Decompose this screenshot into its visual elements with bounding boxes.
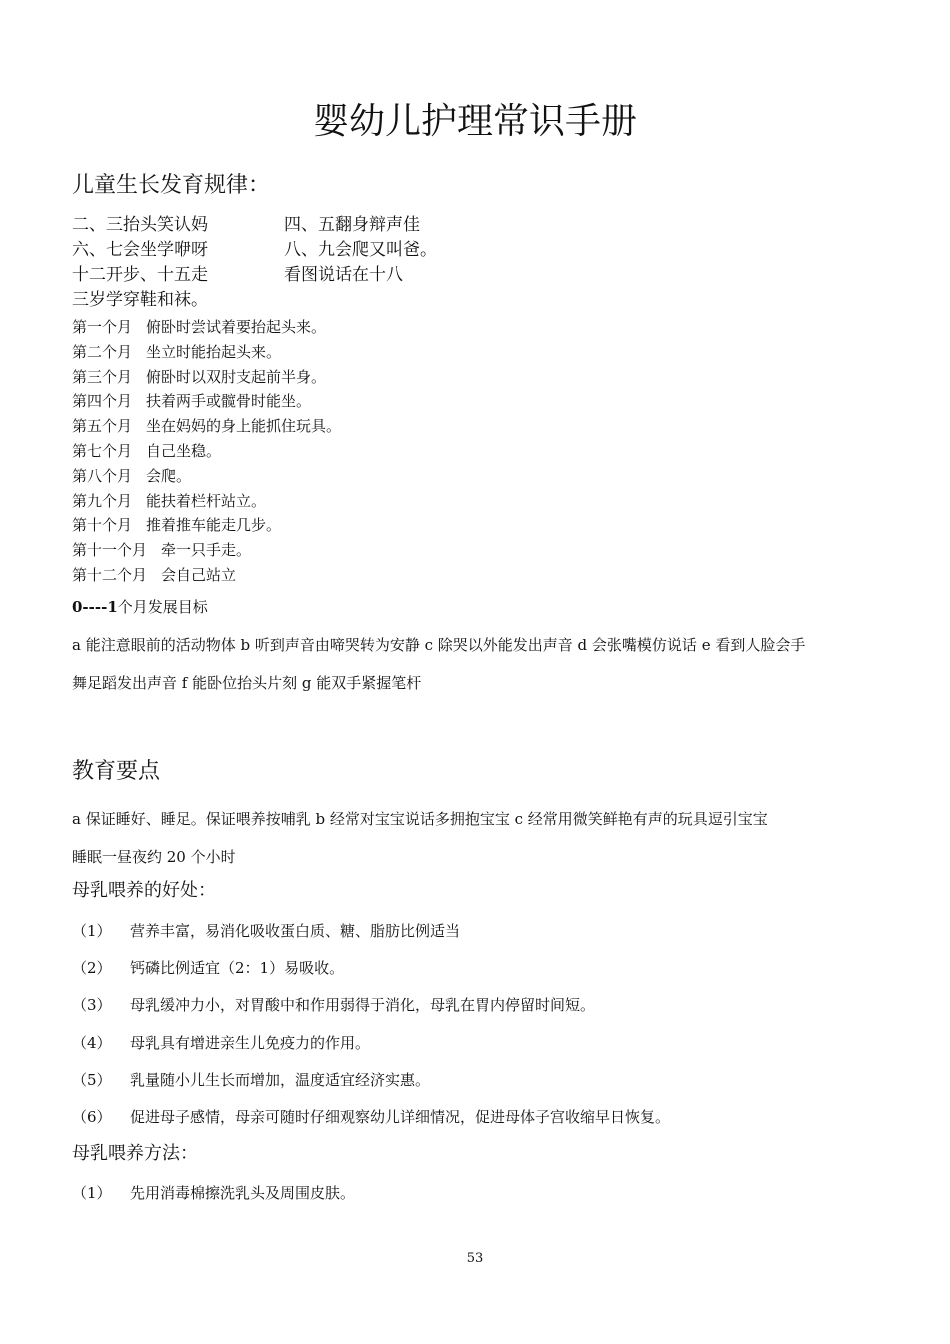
- month-label: 第五个月: [72, 417, 133, 436]
- item-text: 乳量随小儿生长而增加，温度适宜经济实惠。: [130, 1070, 431, 1089]
- goal-range: 0----1: [72, 598, 118, 616]
- item-number: （3）: [72, 996, 112, 1015]
- rhyme-line: 三岁学穿鞋和袜。: [72, 290, 208, 310]
- rhyme-row: [72, 238, 437, 262]
- goal-line: a 能注意眼前的活动物体 b 听到声音由啼哭转为安静 c 除哭以外能发出声音 d 会张嘴模仿说话 e 看到人脸会手: [72, 636, 806, 654]
- milestone-text: 会爬。: [146, 466, 192, 485]
- list-item: [72, 389, 341, 414]
- list-item: [72, 1106, 670, 1143]
- list-item: [72, 1182, 355, 1219]
- item-number: （4）: [72, 1033, 112, 1052]
- list-item: [72, 920, 670, 957]
- rhyme-line: 四、五翻身辩声佳: [284, 215, 420, 235]
- item-text: 母乳具有增进亲生儿免疫力的作用。: [130, 1033, 371, 1052]
- list-item: [72, 513, 341, 538]
- rhyme-line: 十二开步、十五走: [72, 265, 208, 285]
- milestone-text: 俯卧时尝试着要抬起头来。: [146, 318, 327, 336]
- item-text: 钙磷比例适宜（2：1）易吸收。: [130, 959, 345, 978]
- page-number: 53: [466, 1251, 484, 1266]
- list-item: [72, 538, 341, 563]
- month-label: 第二个月: [72, 342, 133, 361]
- rhyme-row: [72, 213, 420, 237]
- list-item: [72, 414, 341, 439]
- rhyme-line: 看图说话在十八: [284, 265, 403, 285]
- month-milestone-list: [72, 315, 341, 588]
- growth-heading: 儿童生长发育规律：: [72, 173, 271, 198]
- item-number: （2）: [72, 959, 112, 978]
- month-label: 第一个月: [72, 318, 133, 336]
- list-item: [72, 340, 341, 365]
- item-text: 先用消毒棉擦洗乳头及周围皮肤。: [130, 1184, 356, 1202]
- list-item: [72, 1032, 670, 1069]
- rhyme-row: [72, 263, 403, 287]
- method-list: [72, 1182, 355, 1219]
- benefits-list: [72, 920, 670, 1143]
- item-number: （1）: [72, 922, 112, 940]
- benefits-heading: 母乳喂养的好处：: [72, 880, 216, 901]
- milestone-text: 推着推车能走几步。: [146, 516, 282, 535]
- page-title: 婴幼儿护理常识手册: [312, 101, 637, 142]
- month-label: 第八个月: [72, 466, 133, 485]
- goal-line: 舞足蹈发出声音 f 能卧位抬头片刻 g 能双手紧握笔杆: [72, 674, 422, 692]
- list-item: [72, 1069, 670, 1106]
- month-label: 第四个月: [72, 392, 133, 411]
- list-item: [72, 365, 341, 390]
- item-text: 营养丰富，易消化吸收蛋白质、糖、脂肪比例适当: [130, 922, 461, 940]
- list-item: [72, 957, 670, 994]
- month-label: 第十二个月: [72, 565, 148, 584]
- milestone-text: 会自己站立: [161, 565, 237, 584]
- rhyme-line: 六、七会坐学咿呀: [72, 240, 208, 260]
- list-item: [72, 464, 341, 489]
- list-item: [72, 489, 341, 514]
- month-label: 第十个月: [72, 516, 133, 535]
- item-text: 母乳缓冲力小，对胃酸中和作用弱得于消化，母乳在胃内停留时间短。: [130, 996, 596, 1015]
- milestone-text: 坐立时能抬起头来。: [146, 342, 282, 361]
- milestone-text: 扶着两手或髋骨时能坐。: [146, 392, 312, 411]
- list-item: [72, 439, 341, 464]
- item-number: （5）: [72, 1070, 112, 1089]
- month-label: 第十一个月: [72, 541, 148, 560]
- item-text: 促进母子感情，母亲可随时仔细观察幼儿详细情况，促进母体子宫收缩早日恢复。: [130, 1107, 671, 1126]
- list-item: [72, 315, 341, 340]
- education-line: 睡眠一昼夜约 20 个小时: [72, 848, 236, 866]
- rhyme-row: [72, 288, 284, 312]
- method-heading: 母乳喂养方法：: [72, 1143, 198, 1164]
- item-number: （6）: [72, 1107, 112, 1126]
- month-label: 第七个月: [72, 441, 133, 460]
- milestone-text: 自己坐稳。: [146, 441, 222, 460]
- milestone-text: 俯卧时以双肘支起前半身。: [146, 367, 327, 386]
- milestone-text: 坐在妈妈的身上能抓住玩具。: [146, 417, 342, 436]
- item-number: （1）: [72, 1184, 112, 1202]
- rhyme-line: 二、三抬头笑认妈: [72, 215, 208, 235]
- goal-label: 个月发展目标: [117, 598, 208, 616]
- milestone-text: 能扶着栏杆站立。: [146, 491, 267, 510]
- list-item: [72, 994, 670, 1031]
- milestone-text: 牵一只手走。: [161, 541, 252, 560]
- month-label: 第九个月: [72, 491, 133, 510]
- education-line: a 保证睡好、睡足。保证喂养按哺乳 b 经常对宝宝说话多拥抱宝宝 c 经常用微笑鲜艳有声的玩具逗引宝宝: [72, 810, 768, 828]
- education-heading: 教育要点: [72, 759, 161, 784]
- rhyme-line: 八、九会爬又叫爸。: [284, 240, 437, 260]
- month-label: 第三个月: [72, 367, 133, 386]
- list-item: [72, 563, 341, 588]
- goal-heading: [72, 596, 208, 618]
